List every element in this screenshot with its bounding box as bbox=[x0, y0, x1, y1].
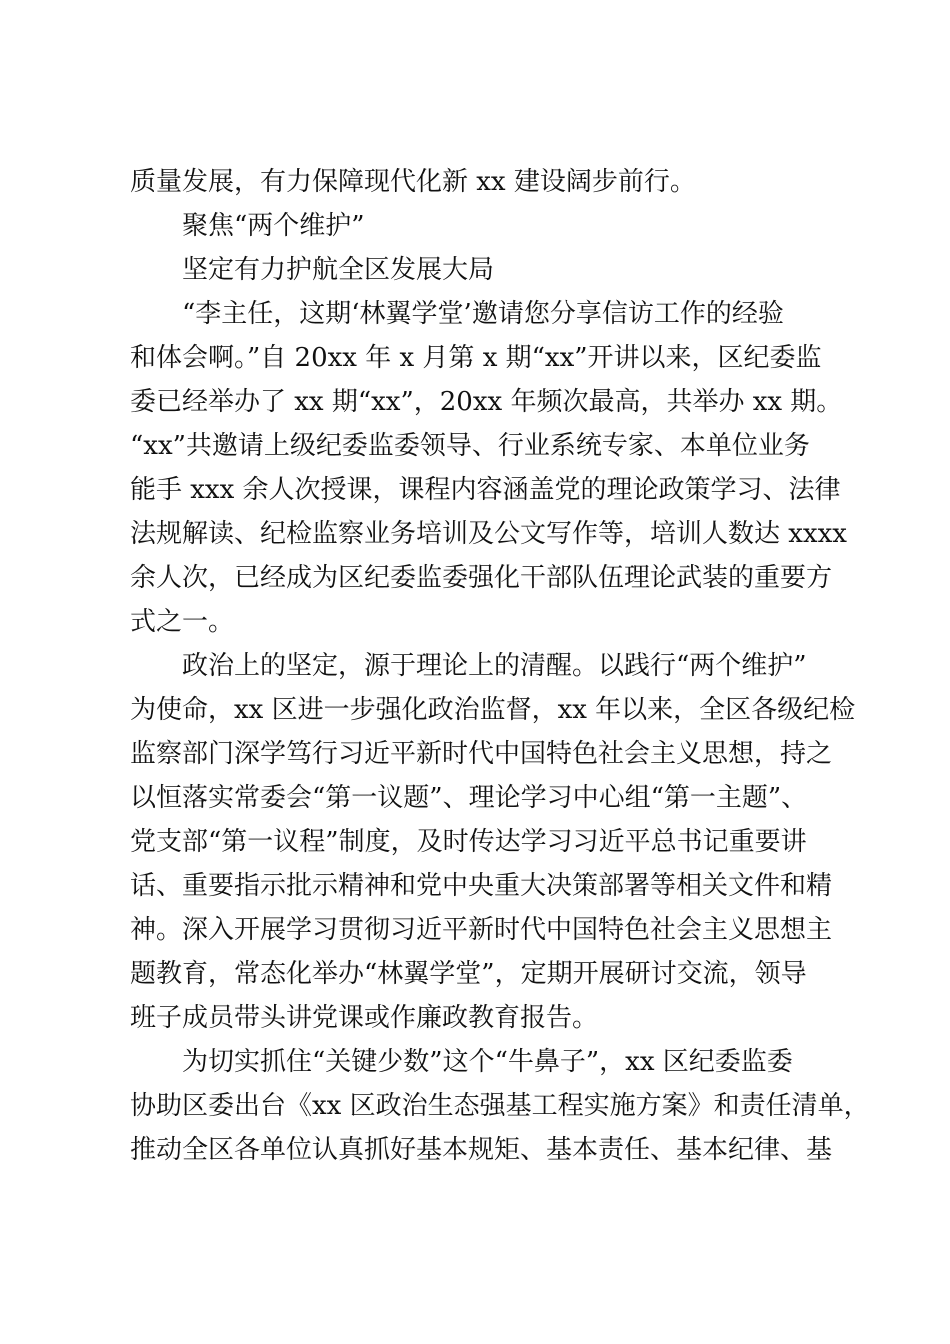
paragraph-line: 以恒落实常委会“第一议题”、理论学习中心组“第一主题”、 bbox=[130, 783, 808, 813]
section-subheading: 坚定有力护航全区发展大局 bbox=[182, 255, 495, 285]
paragraph-line: 话、重要指示批示精神和党中央重大决策部署等相关文件和精 bbox=[130, 871, 833, 901]
paragraph-line: 和体会啊。”自 20xx 年 x 月第 x 期“xx”开讲以来，区纪委监 bbox=[130, 343, 822, 373]
paragraph-line: 法规解读、纪检监察业务培训及公文写作等，培训人数达 xxxx bbox=[130, 519, 847, 549]
paragraph-line: 题教育，常态化举办“林翼学堂”，定期开展研讨交流，领导 bbox=[130, 959, 807, 989]
document-body bbox=[130, 160, 870, 1172]
paragraph-line: 为切实抓住“关键少数”这个“牛鼻子”，xx 区纪委监委 bbox=[182, 1047, 793, 1077]
paragraph-line: “李主任，这期‘林翼学堂’邀请您分享信访工作的经验 bbox=[182, 299, 784, 329]
paragraph-line: 委已经举办了 xx 期“xx”，20xx 年频次最高，共举办 xx 期。 bbox=[130, 387, 843, 417]
paragraph-line: 神。深入开展学习贯彻习近平新时代中国特色社会主义思想主 bbox=[130, 915, 833, 945]
paragraph-line: 为使命，xx 区进一步强化政治监督，xx 年以来，全区各级纪检 bbox=[130, 695, 856, 725]
paragraph-line: 监察部门深学笃行习近平新时代中国特色社会主义思想，持之 bbox=[130, 739, 833, 769]
section-heading: 聚焦“两个维护” bbox=[182, 211, 365, 241]
paragraph-line: 余人次，已经成为区纪委监委强化干部队伍理论武装的重要方 bbox=[130, 563, 833, 593]
paragraph-line: 班子成员带头讲党课或作廉政教育报告。 bbox=[130, 1003, 599, 1033]
paragraph-line: 推动全区各单位认真抓好基本规矩、基本责任、基本纪律、基 bbox=[130, 1135, 833, 1165]
paragraph-line: 能手 xxx 余人次授课，课程内容涵盖党的理论政策学习、法律 bbox=[130, 475, 841, 505]
paragraph-line: 质量发展，有力保障现代化新 xx 建设阔步前行。 bbox=[130, 167, 696, 197]
paragraph-line: 协助区委出台《xx 区政治生态强基工程实施方案》和责任清单， bbox=[130, 1091, 870, 1121]
paragraph-line: 党支部“第一议程”制度，及时传达学习习近平总书记重要讲 bbox=[130, 827, 807, 857]
paragraph-line: 政治上的坚定，源于理论上的清醒。以践行“两个维护” bbox=[182, 651, 807, 681]
paragraph-line: “xx”共邀请上级纪委监委领导、行业系统专家、本单位业务 bbox=[130, 431, 810, 461]
paragraph-line: 式之一。 bbox=[130, 607, 235, 637]
